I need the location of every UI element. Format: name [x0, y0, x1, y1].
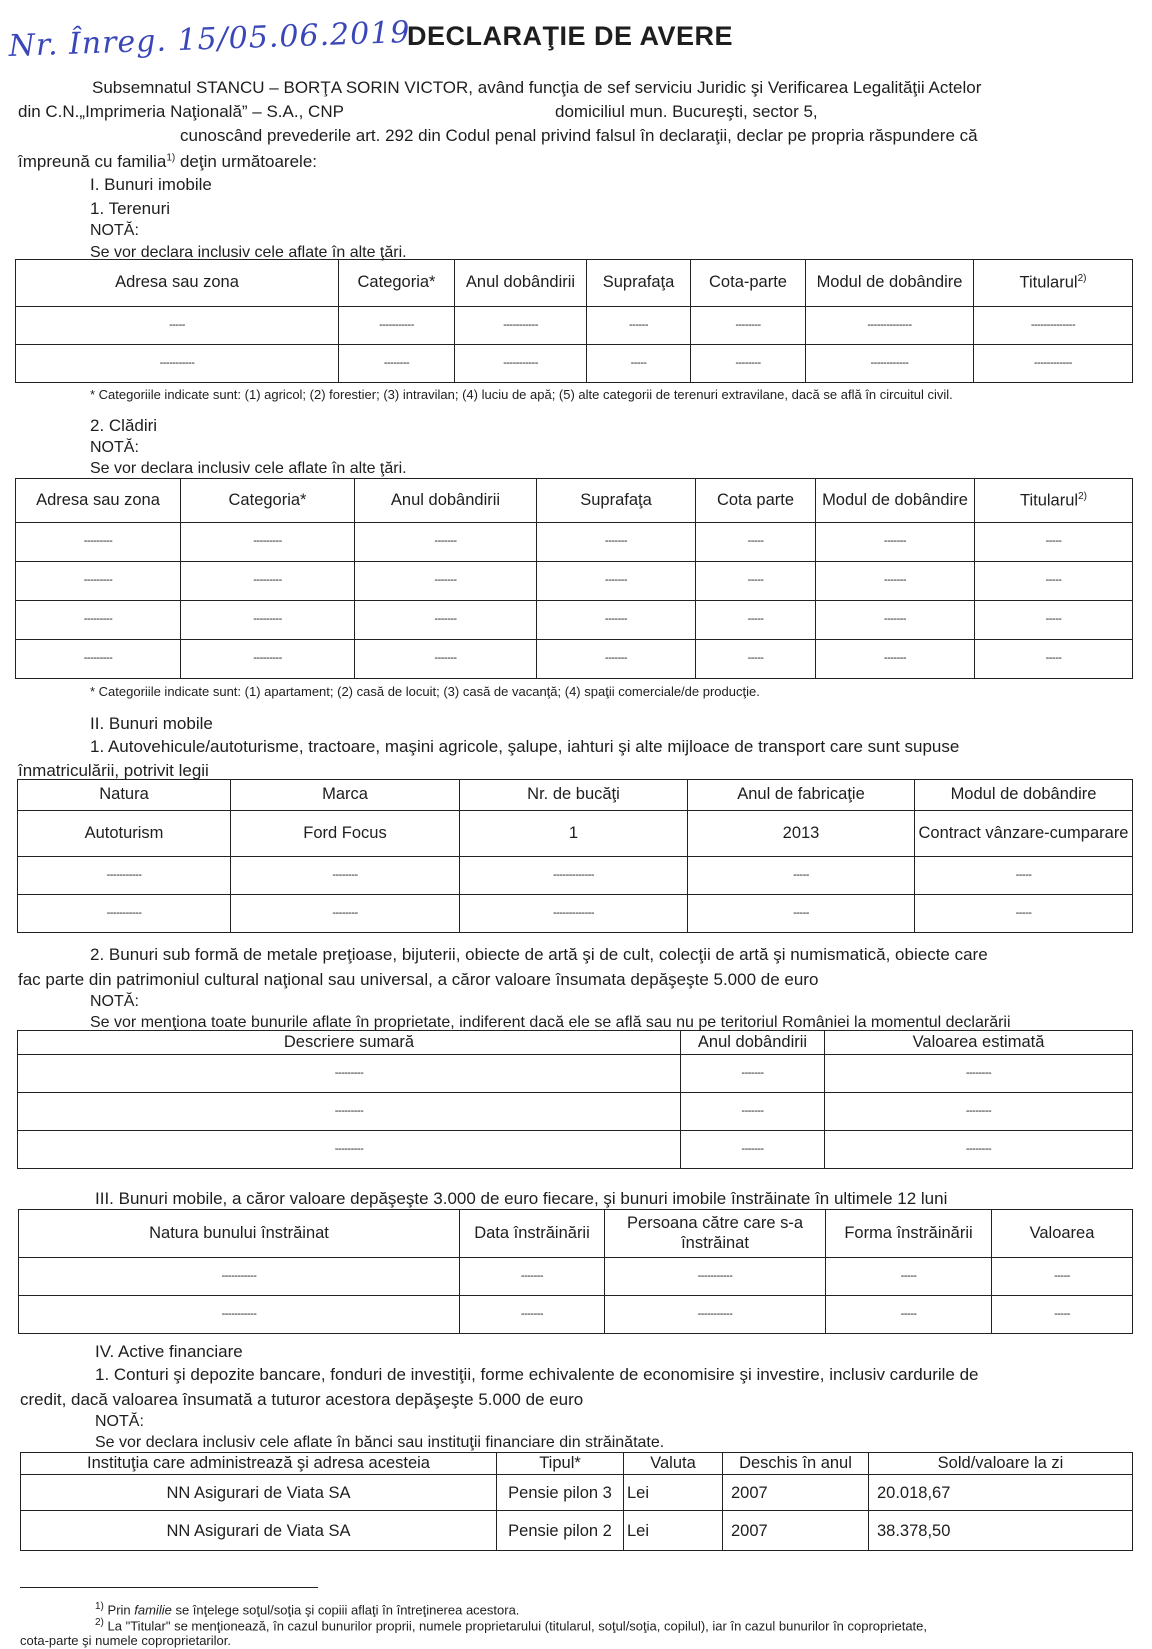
table-cell: --------: [825, 1131, 1133, 1169]
table-cell: ---------: [18, 1093, 681, 1131]
table-row: [16, 523, 1133, 562]
table-cell: -----------: [16, 345, 339, 383]
table-cell: Ford Focus: [231, 811, 460, 857]
table-cell: 1: [460, 811, 688, 857]
table-row: [19, 1296, 1133, 1334]
table-cell: NN Asigurari de Viata SA: [21, 1475, 497, 1511]
table-cell: Contract vânzare-cumparare: [915, 811, 1133, 857]
table-row: [19, 1258, 1133, 1296]
nota-label: NOTĂ:: [90, 993, 139, 1010]
table-cell: -------: [355, 601, 537, 640]
table-cell: -----------: [18, 857, 231, 895]
table-cell: ---------: [181, 523, 355, 562]
subsection-autovehicule-cont: înmatriculării, potrivit legii: [18, 761, 209, 780]
col-header: Sold/valoare la zi: [869, 1453, 1133, 1475]
col-header: Anul dobândirii: [355, 479, 537, 523]
table-cell: -------: [681, 1055, 825, 1093]
table-cell: ------------: [806, 345, 974, 383]
table-cell: --------: [231, 857, 460, 895]
table-cell: -----: [975, 562, 1133, 601]
table-terenuri: [15, 259, 1133, 383]
table-cell: Autoturism: [18, 811, 231, 857]
table-cell: -------: [537, 601, 696, 640]
nota-text: Se vor menţiona toate bunurile aflate în proprietate, indiferent dacă ele se află sau nu pe teritoriul României la momentul declarării: [90, 1014, 1011, 1031]
col-header: Descriere sumară: [18, 1031, 681, 1055]
table-cell: -----: [688, 857, 915, 895]
table-cell: -----------: [18, 895, 231, 933]
table-cell: Lei: [624, 1511, 723, 1551]
subsection-autovehicule: 1. Autovehicule/autoturisme, tractoare, maşini agricole, şalupe, iahturi şi alte mijloace de transport care sunt supuse: [90, 737, 960, 756]
col-header: Nr. de bucăţi: [460, 780, 688, 811]
table-cell: 2013: [688, 811, 915, 857]
table-row: [16, 307, 1133, 345]
table-cladiri: [15, 478, 1133, 679]
section-heading-instrainari: III. Bunuri mobile, a căror valoare depăşeşte 3.000 de euro fiecare, şi bunuri imobile înstrăinate în ultimele 12 luni: [95, 1189, 948, 1208]
table-cell: -----: [992, 1258, 1133, 1296]
col-header: Anul dobândirii: [455, 260, 587, 307]
section-heading-bunuri-imobile: I. Bunuri imobile: [90, 175, 212, 194]
table-row: [16, 601, 1133, 640]
table-cell: -------: [355, 523, 537, 562]
nota-text: Se vor declara inclusiv cele aflate în alte ţări.: [90, 244, 407, 261]
table-cell: -------: [816, 640, 975, 679]
table-cell: -----------: [19, 1258, 460, 1296]
footnote-1: $^{1)}$ Prin familie se înţelege soţul/soţia şi copiii aflaţi în întreţinerea acestora.: [95, 1601, 520, 1618]
col-header: Anul de fabricaţie: [688, 780, 915, 811]
table-cell: -----------: [455, 345, 587, 383]
col-header: Valoarea: [992, 1210, 1133, 1258]
table-cell: -------: [460, 1296, 605, 1334]
table-row: [18, 1093, 1133, 1131]
table-cell: 20.018,67: [869, 1475, 1133, 1511]
table-row: [16, 640, 1133, 679]
table-row: [16, 345, 1133, 383]
col-header: Data înstrăinării: [460, 1210, 605, 1258]
table-cell: --------: [825, 1093, 1133, 1131]
table-cell: NN Asigurari de Viata SA: [21, 1511, 497, 1551]
table-cell: ---------: [181, 601, 355, 640]
col-header: Natura: [18, 780, 231, 811]
col-header: Cota parte: [696, 479, 816, 523]
table-cell: -----------: [19, 1296, 460, 1334]
registration-number-handwritten: Nr. Înreg. 15/05.06.2019: [8, 14, 411, 64]
nota-text: Se vor declara inclusiv cele aflate în bănci sau instituţii financiare din străinătate.: [95, 1434, 665, 1451]
col-header: Tipul*: [497, 1453, 624, 1475]
footnote-2-cont: cota-parte şi numele coproprietarilor.: [20, 1633, 231, 1648]
col-header: Valoarea estimată: [825, 1031, 1133, 1055]
table-cell: -----------: [455, 307, 587, 345]
table-cell: ---------: [18, 1055, 681, 1093]
intro-line-4: împreună cu familia$^{1)}$ deţin următoarele:: [18, 152, 317, 171]
table-cell: -----: [992, 1296, 1133, 1334]
table-cell: --------: [339, 345, 455, 383]
table-cell: -----------: [605, 1296, 826, 1334]
table-cell: -------: [355, 640, 537, 679]
table-cell: --------: [825, 1055, 1133, 1093]
table-cell: -------: [355, 562, 537, 601]
table-cell: -------------: [460, 895, 688, 933]
col-header: Suprafaţa: [537, 479, 696, 523]
table-row: [21, 1511, 1133, 1551]
table-row: [18, 1055, 1133, 1093]
col-header: Anul dobândirii: [681, 1031, 825, 1055]
col-header-titular: Titularul$^{2)}$: [974, 260, 1133, 307]
col-header: Deschis în anul: [723, 1453, 869, 1475]
table-cell: -----: [696, 601, 816, 640]
table-cell: -------: [537, 562, 696, 601]
table-cell: -------------: [460, 857, 688, 895]
footnote-categorii-terenuri: * Categoriile indicate sunt: (1) agricol; (2) forestier; (3) intravilan; (4) luciu de apă; (5) alte categorii de terenuri extravilane, dacă se află în circuitul civil.: [90, 387, 953, 402]
table-row: [18, 811, 1133, 857]
table-cell: ---------: [16, 523, 181, 562]
table-cell: ---------: [16, 562, 181, 601]
table-cell: -----: [696, 640, 816, 679]
table-cell: 2007: [723, 1475, 869, 1511]
col-header: Instituţia care administrează şi adresa acesteia: [21, 1453, 497, 1475]
col-header: Modul de dobândire: [915, 780, 1133, 811]
table-cell: -------: [816, 523, 975, 562]
table-cell: Pensie pilon 2: [497, 1511, 624, 1551]
table-cell: --------: [691, 307, 806, 345]
col-header: Forma înstrăinării: [826, 1210, 992, 1258]
section-heading-bunuri-mobile: II. Bunuri mobile: [90, 714, 213, 733]
table-cell: 2007: [723, 1511, 869, 1551]
table-cell: --------: [691, 345, 806, 383]
table-cell: -----: [688, 895, 915, 933]
col-header: Marca: [231, 780, 460, 811]
table-cell: ---------: [16, 601, 181, 640]
table-cell: -----: [826, 1296, 992, 1334]
table-cell: ------------: [974, 345, 1133, 383]
table-cell: -------: [537, 640, 696, 679]
col-header: Cota-parte: [691, 260, 806, 307]
col-header-titular: Titularul$^{2)}$: [975, 479, 1133, 523]
table-cell: --------------: [974, 307, 1133, 345]
col-header: Modul de dobândire: [806, 260, 974, 307]
table-row: [21, 1475, 1133, 1511]
subsection-metale-pretioase-cont: fac parte din patrimoniul cultural naţional sau universal, a căror valoare însumata depăşeşte 5.000 de euro: [18, 970, 819, 989]
table-cell: -----: [696, 523, 816, 562]
intro-line-2: din C.N.„Imprimeria Naţională” – S.A., CNP: [18, 102, 344, 121]
table-autovehicule: [17, 779, 1133, 933]
table-cell: -----: [975, 640, 1133, 679]
col-header: Adresa sau zona: [16, 479, 181, 523]
subsection-metale-pretioase: 2. Bunuri sub formă de metale preţioase, bijuterii, obiecte de artă şi de cult, colecţii de artă şi numismatică, obiecte care: [90, 945, 988, 964]
subsection-terenuri: 1. Terenuri: [90, 199, 171, 218]
table-cell: ---------: [18, 1131, 681, 1169]
col-header: Categoria*: [339, 260, 455, 307]
table-cell: -------: [681, 1131, 825, 1169]
col-header: Modul de dobândire: [816, 479, 975, 523]
table-active-financiare: [20, 1452, 1133, 1551]
table-cell: -----: [915, 895, 1133, 933]
col-header: Natura bunului înstrăinat: [19, 1210, 460, 1258]
table-cell: -----------: [605, 1258, 826, 1296]
table-cell: -----: [915, 857, 1133, 895]
table-cell: -----: [16, 307, 339, 345]
table-cell: Lei: [624, 1475, 723, 1511]
table-bunuri-valoroase: [17, 1030, 1133, 1169]
table-cell: Pensie pilon 3: [497, 1475, 624, 1511]
table-cell: --------: [231, 895, 460, 933]
table-cell: -------: [816, 562, 975, 601]
col-header: Adresa sau zona: [16, 260, 339, 307]
table-row: [16, 562, 1133, 601]
subsection-cladiri: 2. Clădiri: [90, 416, 158, 435]
nota-label: NOTĂ:: [90, 439, 139, 456]
document-title: DECLARAŢIE DE AVERE: [407, 21, 734, 51]
section-heading-active-financiare: IV. Active financiare: [95, 1342, 243, 1361]
table-cell: ---------: [181, 562, 355, 601]
subsection-conturi-cont: credit, dacă valoarea însumată a tuturor acestora depăşeşte 5.000 de euro: [20, 1390, 584, 1409]
table-cell: -------: [537, 523, 696, 562]
table-row: [18, 1131, 1133, 1169]
table-cell: -----: [826, 1258, 992, 1296]
table-cell: --------------: [806, 307, 974, 345]
col-header: Persoana către care s-a înstrăinat: [605, 1210, 826, 1258]
table-cell: ---------: [16, 640, 181, 679]
table-instrainari: [18, 1209, 1133, 1334]
col-header: Suprafaţa: [587, 260, 691, 307]
footnote-categorii-cladiri: * Categoriile indicate sunt: (1) apartament; (2) casă de locuit; (3) casă de vacanţă; (4) spaţii comerciale/de producţie.: [90, 684, 760, 699]
table-cell: -----------: [339, 307, 455, 345]
table-cell: ---------: [181, 640, 355, 679]
intro-line-3: cunoscând prevederile art. 292 din Codul penal privind falsul în declaraţii, declar pe propria răspundere că: [180, 126, 978, 145]
table-cell: -----: [975, 601, 1133, 640]
table-row: [18, 895, 1133, 933]
table-cell: ------: [587, 307, 691, 345]
footnote-2: $^{2)}$ La "Titular" se menţionează, în cazul bunurilor proprii, numele proprietarului (titularul, soţul/soţia, copilul), iar în cazul bunurilor în coproprietate,: [95, 1617, 928, 1634]
intro-line-2-address: domiciliul mun. Bucureşti, sector 5,: [555, 102, 818, 121]
table-cell: -----: [696, 562, 816, 601]
table-cell: -----: [587, 345, 691, 383]
col-header: Valuta: [624, 1453, 723, 1475]
nota-label: NOTĂ:: [90, 222, 139, 239]
table-cell: -------: [460, 1258, 605, 1296]
table-cell: -------: [816, 601, 975, 640]
table-cell: -------: [681, 1093, 825, 1131]
subsection-conturi: 1. Conturi şi depozite bancare, fonduri de investiţii, forme echivalente de economisire şi investire, inclusiv cardurile de: [95, 1365, 979, 1384]
nota-text: Se vor declara inclusiv cele aflate în alte ţări.: [90, 460, 407, 477]
table-cell: 38.378,50: [869, 1511, 1133, 1551]
nota-label: NOTĂ:: [95, 1413, 144, 1430]
table-cell: -----: [975, 523, 1133, 562]
footnote-separator: [20, 1587, 318, 1588]
table-row: [18, 857, 1133, 895]
intro-line-1: Subsemnatul STANCU – BORŢA SORIN VICTOR, având funcţia de sef serviciu Juridic şi Verificarea Legalităţii Actelor: [92, 78, 982, 97]
col-header: Categoria*: [181, 479, 355, 523]
